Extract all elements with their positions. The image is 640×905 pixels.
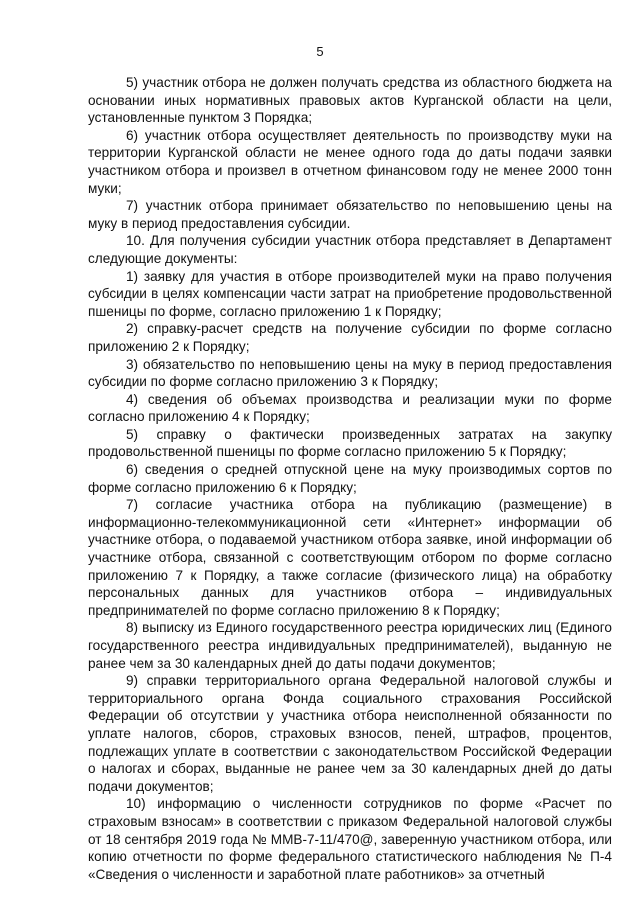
document-item-7: 7) согласие участника отбора на публикацию (размещение) в информационно-телекоммуникационной сети «Интернет» информации об участнике отбора, о подаваемой участником отбора заявке, иной информации об участнике отбора, связанной с соответствующим отбором по форме согласно приложению 7 к Порядку, а также согласие (физического лица) на обработку персональных данных для участников отбора – индивидуальных предпринимателей по форме согласно приложению 8 к Порядку; xyxy=(88,497,612,618)
document-item-8: 8) выписку из Единого государственного реестра юридических лиц (Единого государственного реестра индивидуальных предпринимателей), выданную не ранее чем за 30 календарных дней до даты подачи документов; xyxy=(88,620,612,671)
paragraph-item-7: 7) участник отбора принимает обязательство по неповышению цены на муку в период предоставления субсидии. xyxy=(88,198,612,231)
paragraph-item-5: 5) участник отбора не должен получать средства из областного бюджета на основании иных нормативных правовых актов Курганской области на цели, установленные пунктом 3 Порядка; xyxy=(88,75,612,126)
document-item-1: 1) заявку для участия в отборе производителей муки на право получения субсидии в целях компенсации части затрат на приобретение продовольственной пшеницы по форме, согласно приложению 1 к Порядку; xyxy=(88,268,612,319)
document-item-5: 5) справку о фактически произведенных затратах на закупку продовольственной пшеницы по форме согласно приложению 5 к Порядку; xyxy=(88,426,612,460)
document-item-2: 2) справку-расчет средств на получение субсидии по форме согласно приложению 2 к Порядку; xyxy=(88,321,612,354)
document-body xyxy=(88,74,612,883)
page-number: 5 xyxy=(316,44,324,59)
document-item-4: 4) сведения об объемах производства и реализации муки по форме согласно приложению 4 к Порядку; xyxy=(88,391,612,425)
document-item-3: 3) обязательство по неповышению цены на муку в период предоставления субсидии по форме согласно приложению 3 к Порядку; xyxy=(88,356,612,390)
paragraph-clause-10: 10. Для получения субсидии участник отбора представляет в Департамент следующие документы: xyxy=(88,233,612,266)
document-item-9: 9) справки территориального органа Федеральной налоговой службы и территориального органа Фонда социального страхования Российской Федерации об отсутствии у участника отбора неисполненной обязанности по уплате налогов, сборов, страховых взносов, пеней, штрафов, процентов, подлежащих уплате в соответствии с законодательством Российской Федерации о налогах и сборах, выданные не ранее чем за 30 календарных дней до даты подачи документов; xyxy=(88,673,612,794)
document-item-10: 10) информацию о численности сотрудников по форме «Расчет по страховым взносам» в соответствии с приказом Федеральной налоговой службы от 18 сентября 2019 года № ММВ-7-11/470@, заверенную участником отбора, или копию отчетности по форме федерального статистического наблюдения № П-4 «Сведения о численности и заработной плате работников» за отчетный xyxy=(88,796,612,882)
document-item-6: 6) сведения о средней отпускной цене на муку производимых сортов по форме согласно приложению 6 к Порядку; xyxy=(88,462,612,495)
paragraph-item-6: 6) участник отбора осуществляет деятельность по производству муки на территории Курганской области не менее одного года до даты подачи заявки участником отбора и произвел в отчетном финансовом году не менее 2000 тонн муки; xyxy=(88,127,612,196)
